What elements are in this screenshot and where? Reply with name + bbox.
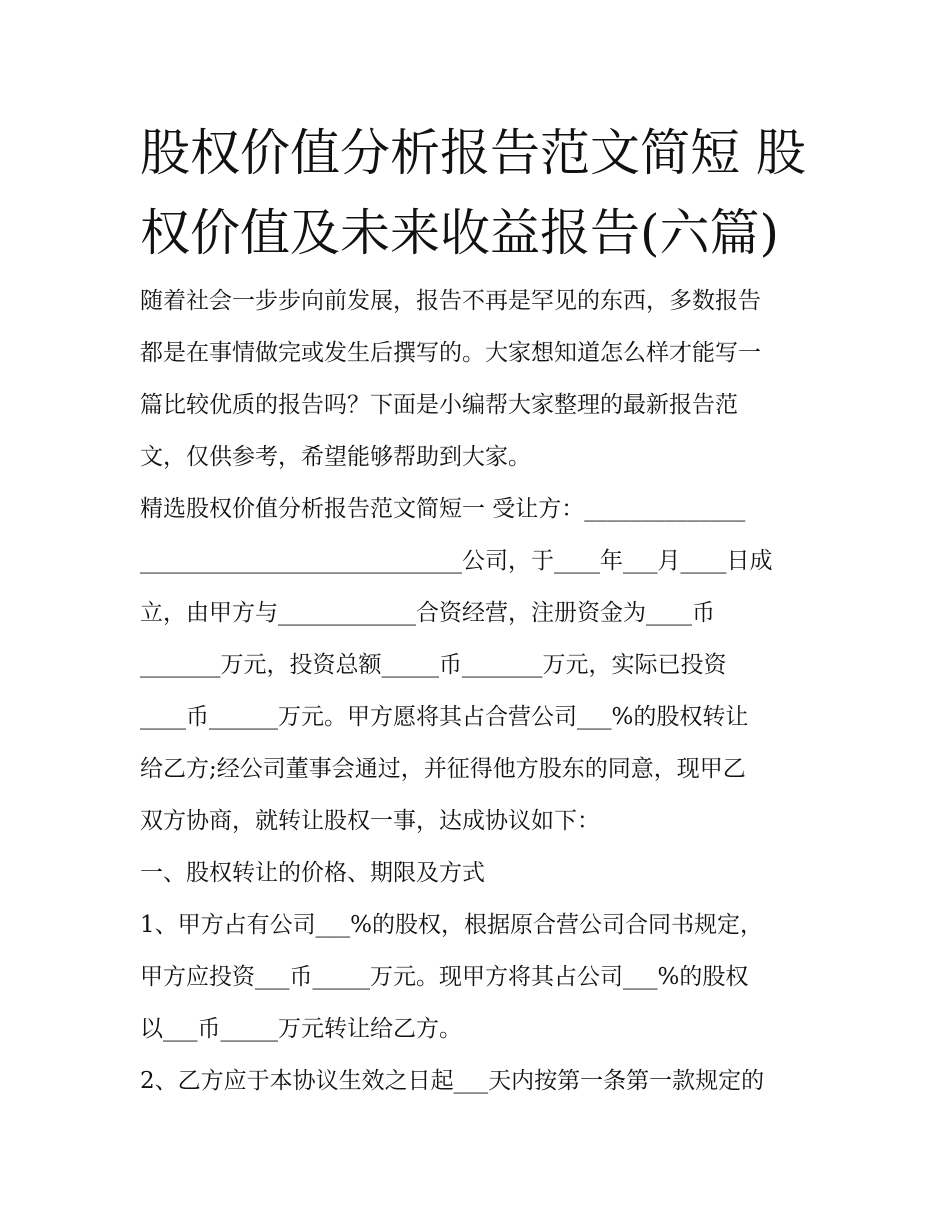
body-line: ____________________________公司，于____年___月____日成: [140, 548, 773, 574]
body-line: 篇比较优质的报告吗？下面是小编帮大家整理的最新报告范: [140, 392, 738, 418]
body-line: 以___币_____万元转让给乙方。: [140, 1016, 462, 1042]
title-line: 股权价值分析报告范文简短 股: [140, 124, 806, 182]
body-line: 2、乙方应于本协议生效之日起___天内按第一条第一款规定的: [140, 1068, 765, 1094]
section-heading-line: 精选股权价值分析报告范文简短一 受让方：______________: [140, 496, 746, 522]
body-line: ____币______万元。甲方愿将其占合营公司___%的股权转让: [140, 704, 749, 730]
body-line: 甲方应投资___币_____万元。现甲方将其占公司___%的股权: [140, 964, 749, 990]
title-line: 权价值及未来收益报告(六篇): [140, 204, 780, 262]
body-line: 给乙方;经公司董事会通过，并征得他方股东的同意，现甲乙: [140, 756, 746, 782]
document-title: [140, 113, 820, 273]
body-line: 双方协商，就转让股权一事，达成协议如下：: [140, 808, 600, 834]
body-line: 1、甲方占有公司___%的股权，根据原合营公司合同书规定，: [140, 912, 763, 938]
clause-heading: 一、股权转让的价格、期限及方式: [140, 860, 485, 886]
body-line: 立，由甲方与____________合资经营，注册资金为____币: [140, 600, 715, 626]
body-line: 随着社会一步步向前发展，报告不再是罕见的东西，多数报告: [140, 288, 761, 314]
body-line: 都是在事情做完或发生后撰写的。大家想知道怎么样才能写一: [140, 340, 761, 366]
body-line: _______万元，投资总额_____币_______万元，实际已投资: [140, 652, 727, 678]
body-line: 文，仅供参考，希望能够帮助到大家。: [140, 444, 531, 470]
document-body: [140, 275, 820, 1107]
